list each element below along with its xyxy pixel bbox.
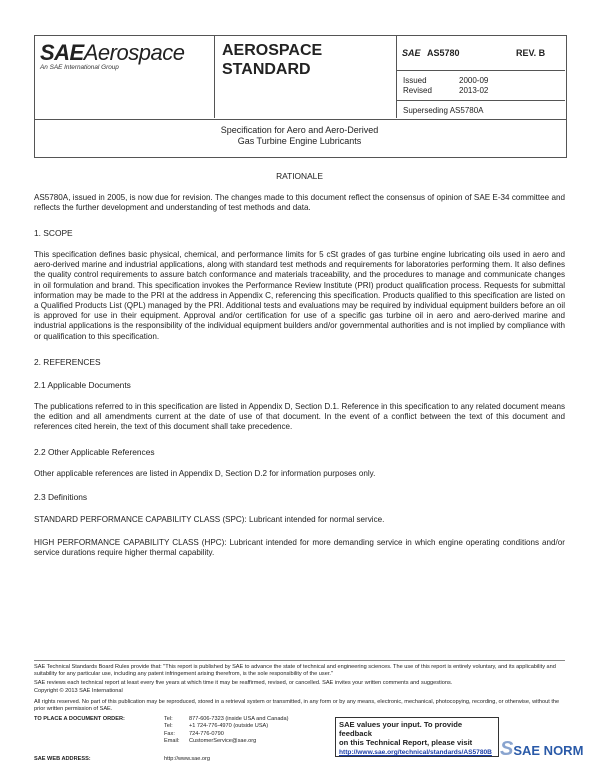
header-divider-left [214, 35, 215, 118]
logo-text-sae: SAE [40, 40, 84, 65]
phone-outside-usa[interactable]: +1 724-776-4970 (outside USA) [189, 723, 269, 730]
sae-aerospace-logo [40, 40, 184, 71]
section-1-heading: 1. SCOPE [34, 228, 73, 238]
document-title-line1: Specification for Aero and Aero-Derived [220, 125, 379, 135]
customer-service-email[interactable]: CustomerService@sae.org [189, 737, 257, 744]
doc-number: AS5780 [427, 48, 460, 58]
document-number [402, 48, 460, 58]
feedback-line1: SAE values your input. To provide feedback [339, 720, 463, 738]
issued-label: Issued [403, 76, 427, 85]
phone-inside-usa[interactable]: 877-606-7323 (inside USA and Canada) [189, 716, 289, 722]
section-2-1-text: The publications referred to in this specification are listed in Appendix D, Section D.1. Reference in this specification to any related document means the edition and all amendments current at the date of use of that document. In the event of a conflict between the text of this document and references cited herein, the text of this document shall take precedence. [34, 402, 565, 432]
document-title [34, 125, 565, 147]
document-title-line2: Gas Turbine Engine Lubricants [237, 136, 362, 146]
definition-spc: STANDARD PERFORMANCE CAPABILITY CLASS (SPC): Lubricant intended for normal service. [34, 515, 385, 524]
tel-label-2: Tel: [164, 723, 173, 730]
order-label: TO PLACE A DOCUMENT ORDER: [34, 716, 125, 722]
rationale-heading: RATIONALE [276, 171, 323, 181]
section-2-heading: 2. REFERENCES [34, 357, 101, 367]
sae-mini-logo: SAE [402, 48, 421, 58]
logo-subtitle: An SAE International Group [40, 64, 119, 71]
sae-web-link[interactable]: http://www.sae.org [164, 756, 211, 762]
revised-date: 2013-02 [459, 86, 489, 95]
rationale-text: AS5780A, issued in 2005, is now due for revision. The changes made to this document reflect the consensus of opinion of SAE E-34 committee and reflects the further development and understanding of test methods and data. [34, 193, 565, 213]
fax-number: 724-776-0790 [189, 730, 224, 737]
fax-label: Fax: [164, 730, 175, 737]
footer-rights: All rights reserved. No part of this publication may be reproduced, stored in a retrieval system or transmitted, in any form or by any means, electronic, mechanical, photocopying, recording, or otherwise, without the prior written permission of SAE. [34, 699, 560, 713]
tel-label-1: Tel: [164, 716, 173, 722]
section-1-text: This specification defines basic physical, chemical, and performance limits for 5 cSt grades of gas turbine engine lubricating oils used in aero and aero-derived marine and industrial applications, along with standard test methods and requirements for laboratories performing them. It also defines the quality control requirements to assure batch conformance and materials traceability, and the procedures to manage and communicate changes in oil formulation and brand. This specification invokes the Performance Review Institute (PRI) product qualification process. Requests for submittal information may be made to the PRI at the address in Appendix C, referencing this specification. Products qualified to this specification are listed on a Qualified Products List (QPL) managed by the PRI. Additional tests and evaluations may be required by individual equipment builders before an oil is approved for use in their equipment. Approval and/or certification for use of a specific gas turbine oil in aero and aero-derived marine and industrial applications is the responsibility of the individual equipment builders and/or governmental authorities and is not implied by compliance with or qualification to this specification. [34, 250, 565, 341]
watermark-text: SAE NORM [513, 743, 584, 758]
superseding-note: Superseding AS5780A [403, 106, 484, 115]
standard-title [222, 41, 322, 79]
email-label: Email: [164, 737, 180, 744]
standard-title-line1: AEROSPACE [222, 42, 323, 59]
logo-text-aerospace: Aerospace [83, 40, 185, 65]
revision-label: REV. B [516, 48, 546, 58]
header-divider-h2 [396, 100, 565, 101]
definition-hpc: HIGH PERFORMANCE CAPABILITY CLASS (HPC): Lubricant intended for more demanding service in which engine operating conditions and/or service durations require higher thermal capability. [34, 538, 565, 558]
footer-rule [34, 660, 565, 661]
section-2-2-heading: 2.2 Other Applicable References [34, 447, 155, 457]
footer-board-rules: SAE Technical Standards Board Rules provide that: "This report is published by SAE to advance the state of technical and engineering sciences. The use of this report is entirely voluntary, and its applicability and suitability for any particular use, including any patent infringement arising therefrom, is the sole responsibility of the user." [34, 664, 556, 678]
standard-title-line2: STANDARD [222, 61, 311, 78]
sae-norm-watermark: SSAE NORM [500, 738, 584, 760]
section-2-1-heading: 2.1 Applicable Documents [34, 380, 131, 390]
feedback-box [335, 717, 499, 757]
feedback-line2: on this Technical Report, please visit [339, 738, 473, 747]
issue-dates [403, 76, 488, 96]
feedback-link[interactable]: http://www.sae.org/technical/standards/AS5780B [339, 749, 492, 756]
header-divider-right [396, 35, 397, 118]
footer-review-note: SAE reviews each technical report at least every five years at which time it may be reaffirmed, revised, or cancelled. SAE invites your written comments and suggestions. [34, 680, 453, 686]
header-divider-h1 [396, 70, 565, 71]
section-2-3-heading: 2.3 Definitions [34, 492, 88, 502]
revised-label: Revised [403, 86, 432, 95]
footer-copyright: Copyright © 2013 SAE International [34, 688, 123, 694]
section-2-2-text: Other applicable references are listed in Appendix D, Section D.2 for information purposes only. [34, 469, 376, 478]
issued-date: 2000-09 [459, 76, 489, 85]
web-address-label: SAE WEB ADDRESS: [34, 756, 91, 762]
order-contact-block [34, 716, 334, 768]
